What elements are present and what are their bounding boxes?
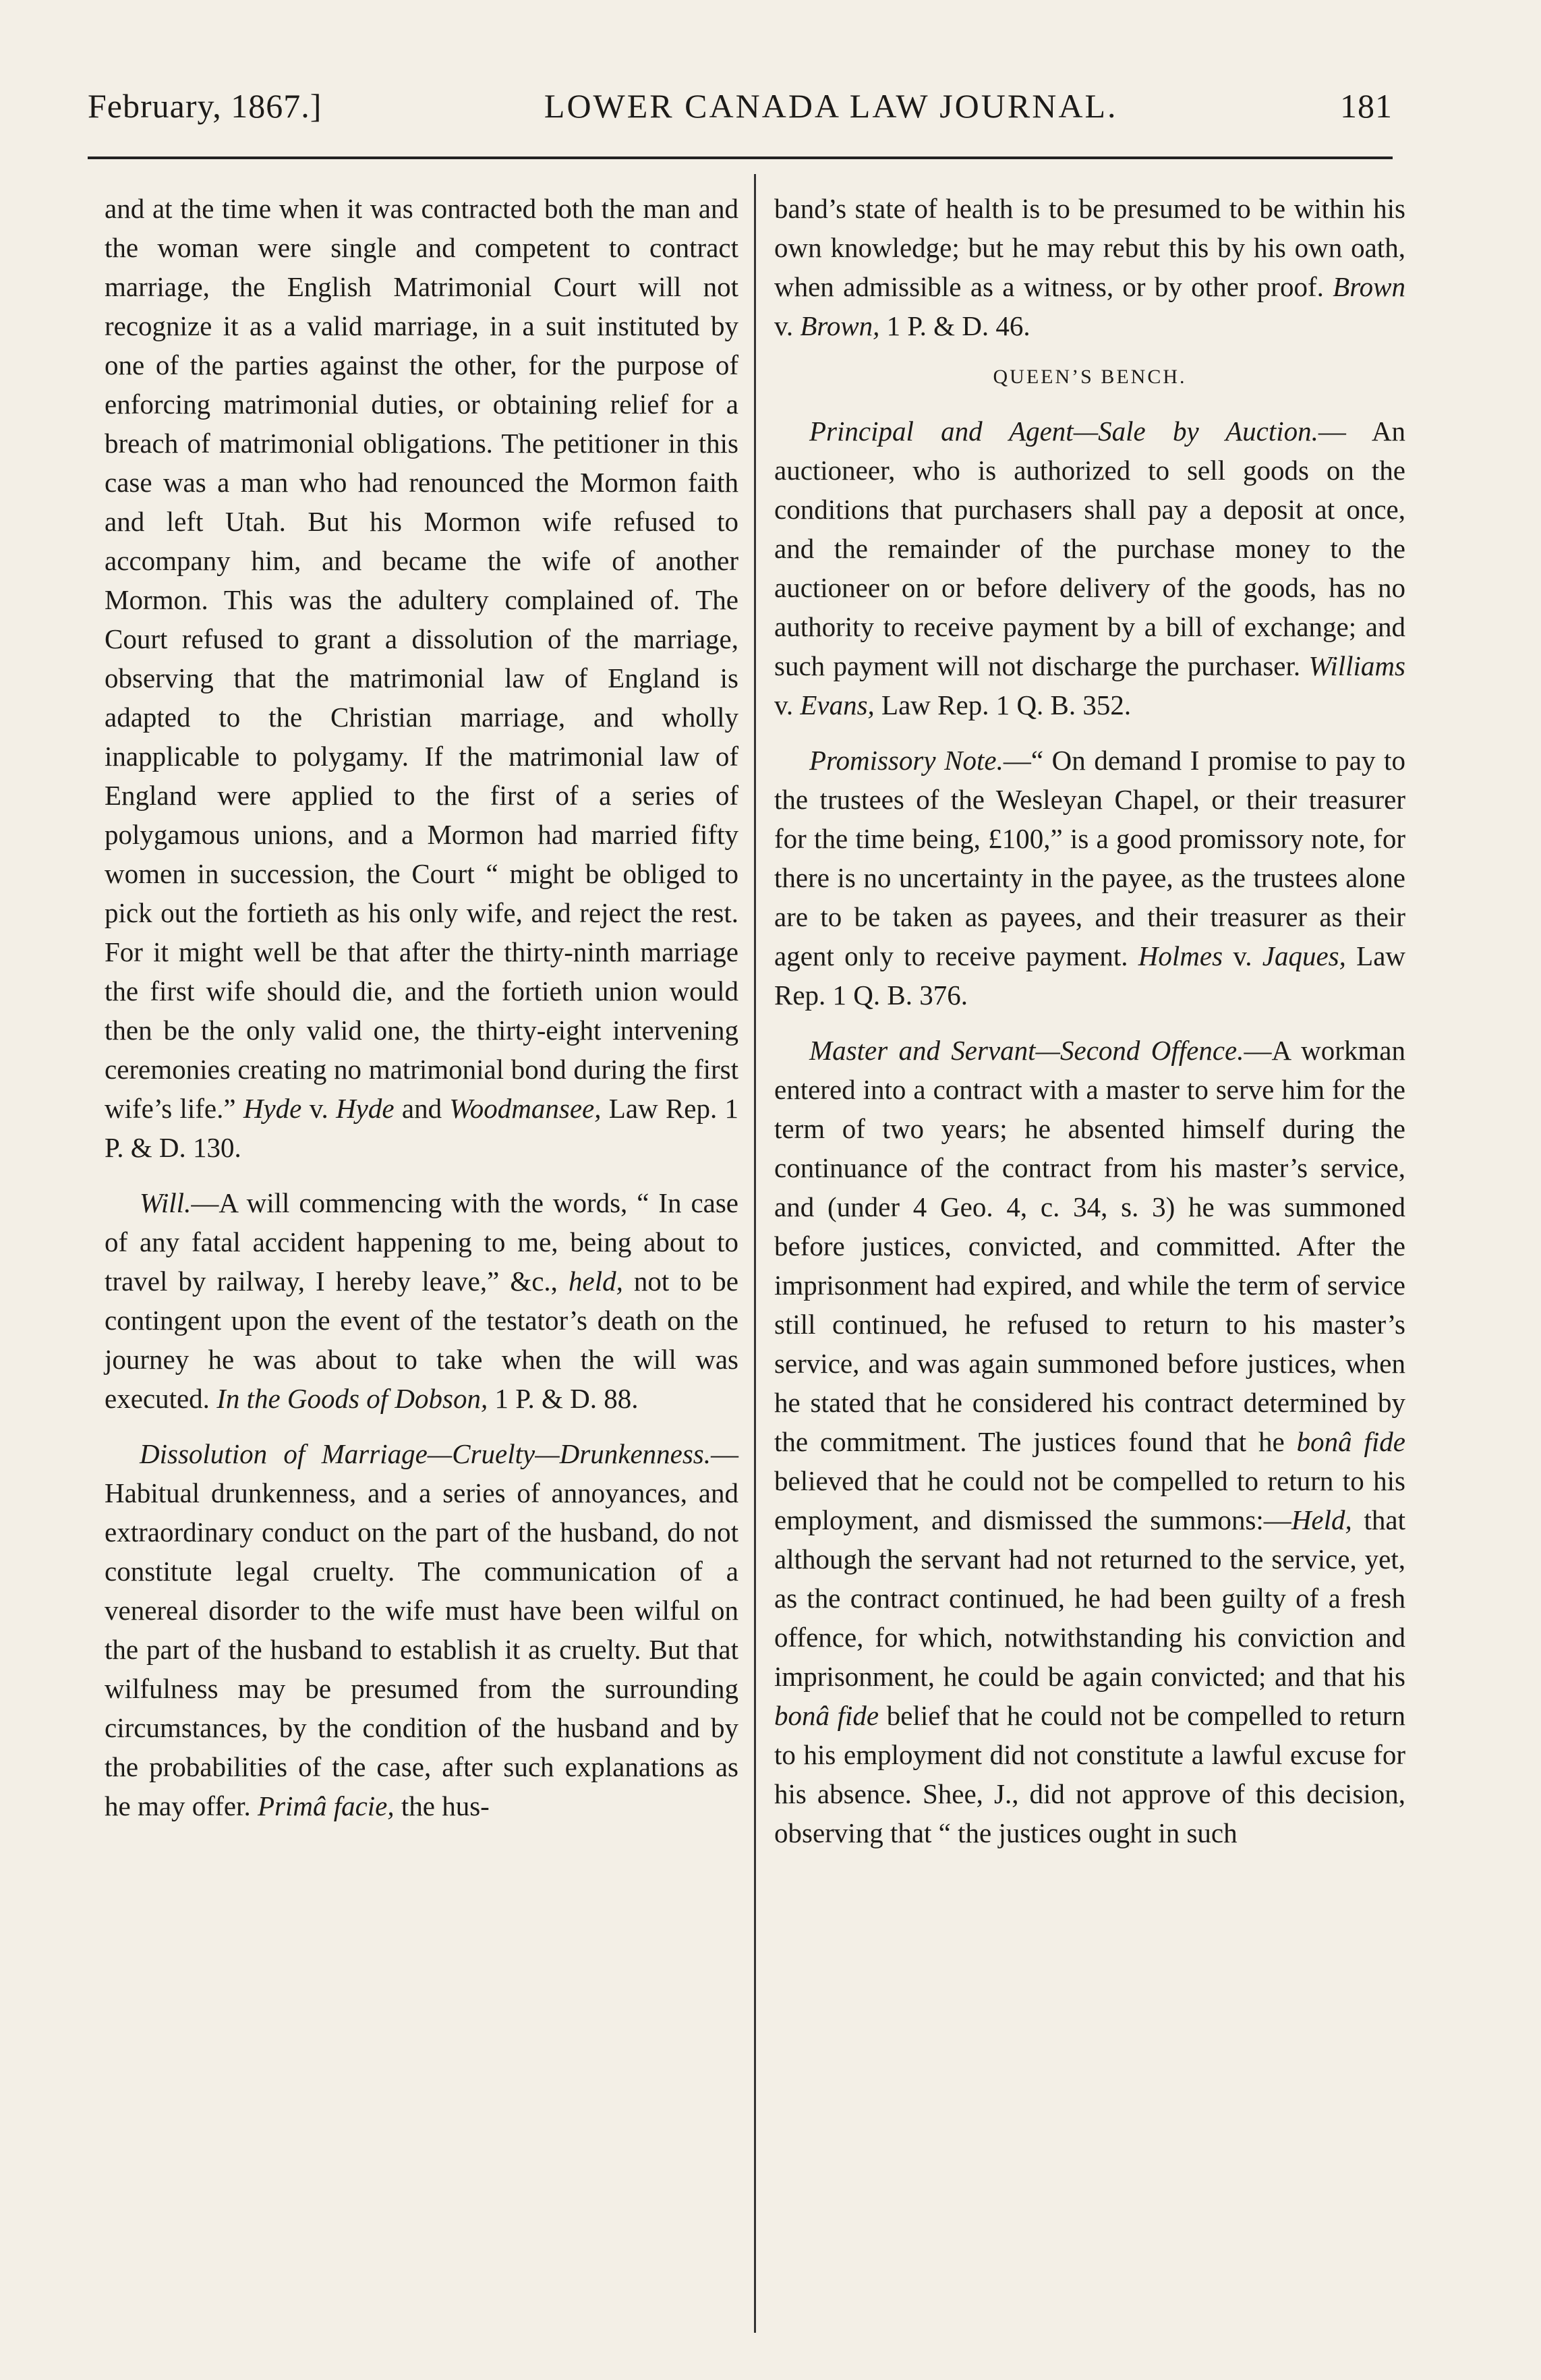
principal-agent-paragraph: Principal and Agent—Sale by Auction.— An auctioneer, who is authorized to sell goods on the conditions that purchasers shall pay a deposit at once, and the remainder of the purchase money to the auctioneer on or before delivery of the goods, has no authority to receive payment by a bill of exchange; and such payment will not discharge the purchaser. Williams v. Evans, Law Rep. 1 Q. B. 352. xyxy=(774,416,1405,720)
section-heading-queens-bench: QUEEN’S BENCH. xyxy=(993,366,1187,388)
paragraph-heading: Will. xyxy=(140,1187,192,1218)
left-column xyxy=(105,189,738,1842)
right-column xyxy=(774,189,1405,1869)
column-divider xyxy=(754,174,756,2333)
case-citation: Holmes xyxy=(1138,940,1223,971)
paragraph-heading: Promissory Note. xyxy=(809,745,1004,776)
case-citation: Hyde xyxy=(243,1093,302,1124)
page-number: 181 xyxy=(1340,87,1393,125)
running-header xyxy=(88,86,1393,140)
case-citation: In the Goods of Dobson, xyxy=(216,1383,488,1414)
journal-title: LOWER CANADA LAW JOURNAL. xyxy=(544,87,1118,125)
case-citation: Williams xyxy=(1308,650,1405,681)
paragraph-heading: Master and Servant—Second Offence. xyxy=(809,1035,1244,1066)
promissory-note-paragraph: Promissory Note.—“ On demand I promise to pay to the trustees of the Wesleyan Chapel, or their treasurer for the time being, £100,” is a good promissory note, for there is no uncertainty in the payee, as the trustees alone are to be taken as payees, and their treasurer as their agent only to receive payment. Holmes v. Jaques, Law Rep. 1 Q. B. 376. xyxy=(774,745,1406,1011)
hyde-case-paragraph: and at the time when it was contracted both the man and the woman were single and competent to contract marriage, the English Matrimonial Court will not recognize it as a valid marriage, in a suit instituted by one of the parties against the other, for the purpose of enforcing matrimonial duties, or obtaining relief for a breach of matrimonial obligations. The petitioner in this case was a man who had renounced the Mormon faith and left Utah. But his Mormon wife refused to accompany him, and became the wife of another Mormon. This was the adultery complained of. The Court refused to grant a dissolution of the marriage, observing that the matrimonial law of England is adapted to the Christian marriage, and wholly inapplicable to polygamy. If the matrimonial law of England were applied to the first of a series of polygamous unions, and a Mormon had married fifty women in succession, the Court “ might be obliged to pick out the fortieth as his only wife, and reject the rest. For it might well be that after the thirty-ninth marriage the first wife should die, and the fortieth union would then be the only valid one, the thirty-eight intervening ceremonies creating no matrimonial bond during the first wife’s life.” Hyde v. Hyde and Woodmansee, Law Rep. 1 P. & D. 130. xyxy=(105,193,739,1163)
brown-case-paragraph: band’s state of health is to be presumed to be within his own knowledge; but he may rebut this by his own oath, when admissible as a witness, or by other proof. Brown v. Brown, 1 P. & D. 46. xyxy=(774,193,1405,341)
will-paragraph: Will.—A will commencing with the words, “ In case of any fatal accident happening to me, being about to travel by railway, I hereby leave,” &c., held, not to be contingent upon the event of the testator’s death on the journey he was about to take when the will was executed. In the Goods of Dobson, 1 P. & D. 88. xyxy=(105,1187,739,1414)
header-date: February, 1867.] xyxy=(88,87,322,125)
master-servant-paragraph: Master and Servant—Second Offence.—A workman entered into a contract with a master to serve him for the term of two years; he absented himself during the continuance of the contract from his master’s service, and (under 4 Geo. 4, c. 34, s. 3) he was summoned before justices, convicted, and committed. After the imprisonment had expired, and while the term of service still continued, he refused to return to his master’s service, and was again summoned before justices, when he stated that he considered his contract determined by the commitment. The justices found that he bonâ fide believed that he could not be compelled to return to his employment, and dismissed the summons:—Held, that although the servant had not returned to the service, yet, as the contract continued, he had been guilty of a fresh offence, for which, notwithstanding his conviction and imprisonment, he could be again convicted; and that his bonâ fide belief that he could not be compelled to return to his employment did not constitute a lawful excuse for his absence. Shee, J., did not approve of this decision, observing that “ the justices ought in such xyxy=(774,1035,1406,1848)
dissolution-paragraph: Dissolution of Marriage—Cruelty—Drunkenness.—Habitual drunkenness, and a series of annoyances, and extraordinary conduct on the part of the husband, do not constitute legal cruelty. The communication of a venereal disorder to the wife must have been wilful on the part of the husband to establish it as cruelty. But that wilfulness may be presumed from the surrounding circumstances, by the condition of the husband and by the probabilities of the case, after such explanations as he may offer. Primâ facie, the hus- xyxy=(105,1438,738,1821)
case-citation: Brown xyxy=(1333,271,1405,302)
paragraph-heading: Dissolution of Marriage—Cruelty—Drunkenness. xyxy=(140,1438,711,1469)
paragraph-heading: Principal and Agent—Sale by Auction. xyxy=(809,416,1318,447)
header-rule xyxy=(88,157,1393,159)
